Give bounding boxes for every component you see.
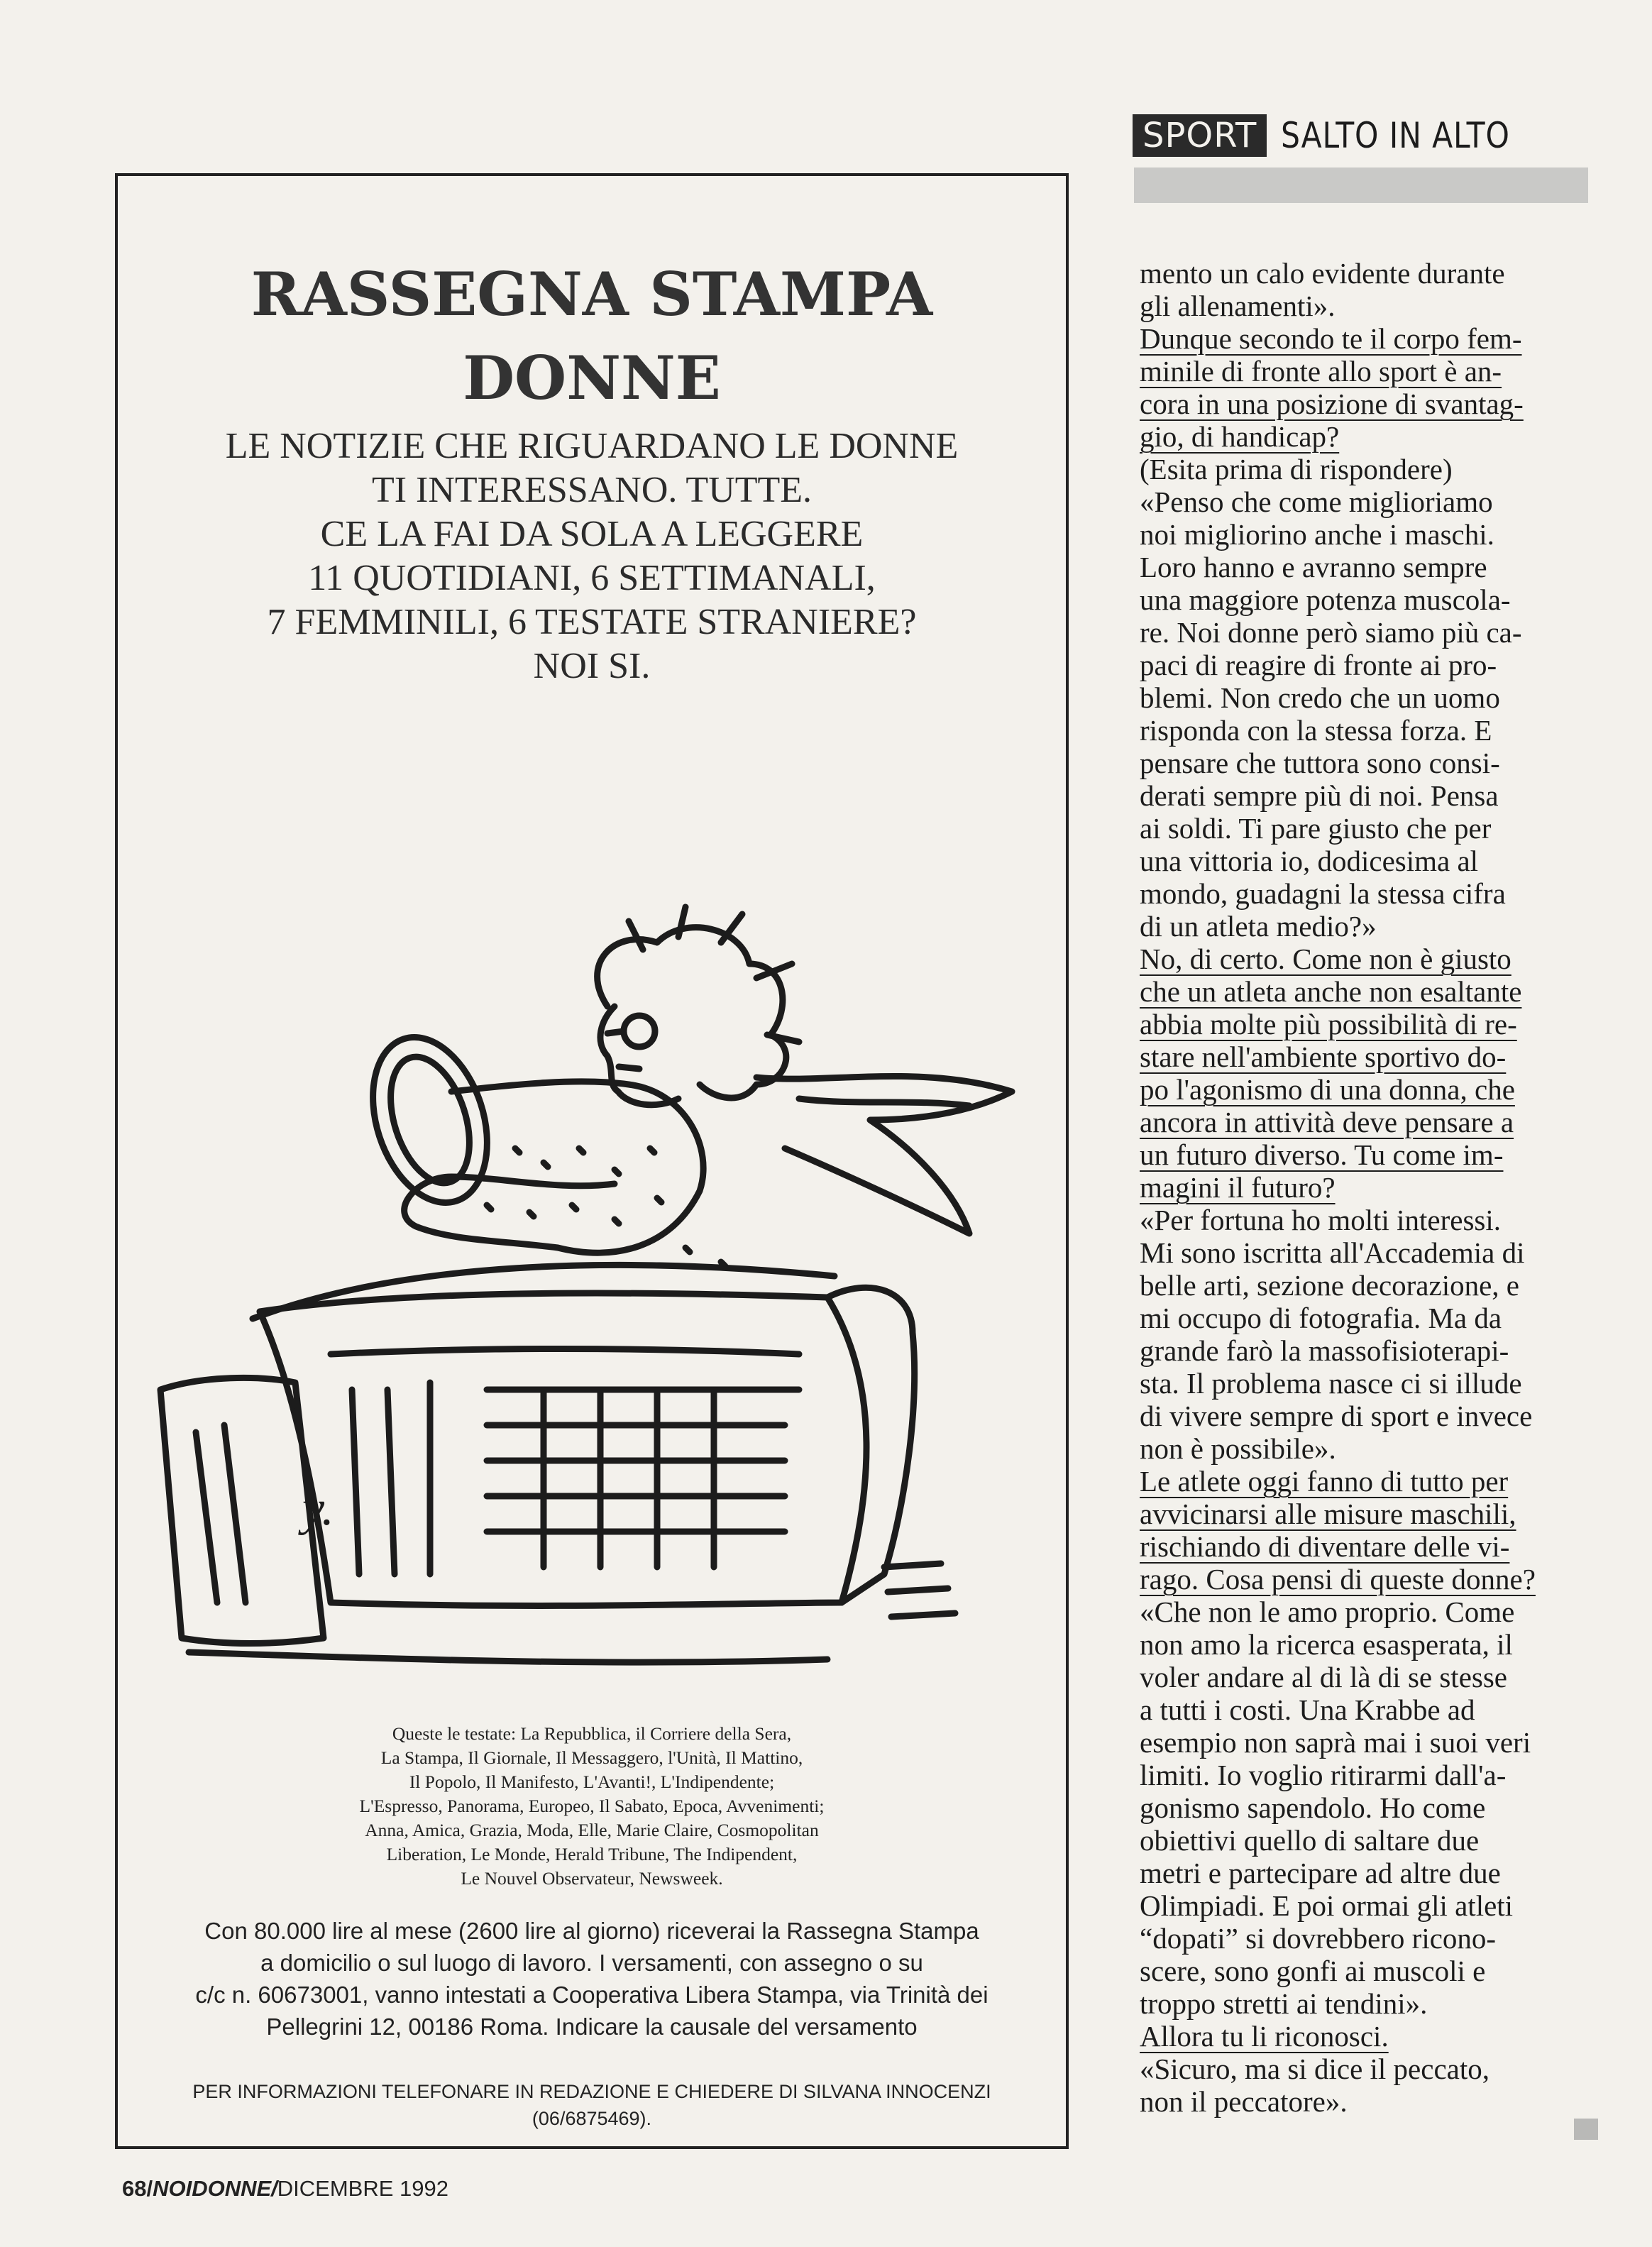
article-line: magini il futuro? [1140,1171,1336,1204]
article-line: «Per fortuna ho molti interessi. [1140,1204,1501,1236]
article-line: Loro hanno e avranno sempre [1140,551,1487,583]
article-line: po l'agonismo di una donna, che [1140,1073,1515,1106]
article-line: non è possibile». [1140,1432,1336,1465]
article-line: rischiando di diventare delle vi- [1140,1530,1510,1563]
cartoon-illustration [118,751,1066,1766]
article-line: limiti. Io voglio ritirarmi dall'a- [1140,1759,1507,1791]
article-line: re. Noi donne però siamo più ca- [1140,616,1522,649]
article-line: voler andare al di là di se stesse [1140,1661,1508,1693]
article-line: risponda con la stessa forza. E [1140,714,1492,747]
magazine-name: NOIDONNE/ [153,2176,277,2201]
article-line: “dopati” si dovrebbero ricono- [1140,1922,1497,1955]
article-line: Dunque secondo te il corpo fem- [1140,322,1522,355]
publications-line: Liberation, Le Monde, Herald Tribune, The Indipendent, [386,1844,798,1864]
article-line: scere, sono gonfi ai muscoli e [1140,1955,1486,1987]
article-line: Allora tu li riconosci. [1140,2020,1389,2053]
ad-headline-line: RASSEGNA STAMPA [250,259,933,329]
article-line: Le atlete oggi fanno di tutto per [1140,1465,1509,1498]
article-line: (Esita prima di rispondere) [1140,453,1453,485]
ad-subhead-line: 7 FEMMINILI, 6 TESTATE STRANIERE? [267,602,917,642]
article-line: di un atleta medio?» [1140,910,1377,943]
article-line: metri e partecipare ad altre due [1140,1857,1501,1889]
article-line: non amo la ricerca esasperata, il [1140,1628,1513,1661]
article-line: una vittoria io, dodicesima al [1140,845,1479,877]
article-line: non il peccatore». [1140,2085,1348,2118]
publications-line: Le Nouvel Observateur, Newsweek. [461,1868,723,1889]
publications-line: Il Popolo, Il Manifesto, L'Avanti!, L'Indipendente; [409,1771,775,1792]
article-line: minile di fronte allo sport è an- [1140,355,1502,388]
article-line: gio, di handicap? [1140,420,1340,453]
article-line: ai soldi. Ti pare giusto che per [1140,812,1492,845]
article-line: gonismo sapendolo. Ho come [1140,1791,1486,1824]
article-line: avvicinarsi alle misure maschili, [1140,1498,1516,1530]
page-number: 68/ [122,2176,153,2201]
article-line: stare nell'ambiente sportivo do- [1140,1040,1507,1073]
header-bar [1134,167,1588,203]
issue-date: DICEMBRE 1992 [277,2176,449,2201]
article-column [1140,257,1594,2118]
article-line: gli allenamenti». [1140,290,1336,322]
publications-line: L'Espresso, Panorama, Europeo, Il Sabato, Epoca, Avvenimenti; [359,1796,825,1816]
illustration-signature: y. [302,1481,334,1536]
article-line: grande farò la massofisioterapi- [1140,1334,1509,1367]
ad-subhead-line: 11 QUOTIDIANI, 6 SETTIMANALI, [308,558,876,598]
article-line: obiettivi quello di saltare due [1140,1824,1480,1857]
article-line: Mi sono iscritta all'Accademia di [1140,1236,1525,1269]
glasses-icon [624,1016,655,1047]
article-line: un futuro diverso. Tu come im- [1140,1138,1504,1171]
article-line: esempio non saprà mai i suoi veri [1140,1726,1531,1759]
woman-hair [598,928,786,1098]
subscription-info [118,1915,1066,2043]
article-line: mento un calo evidente durante [1140,257,1505,290]
article-line: rago. Cosa pensi di queste donne? [1140,1563,1536,1595]
article-line: Olimpiadi. E poi ormai gli atleti [1140,1889,1514,1922]
section-tag: SPORT [1133,114,1267,157]
section-title: SALTO IN ALTO [1281,115,1511,156]
ad-subhead-line: NOI SI. [533,646,651,686]
publications-list [118,1722,1066,1891]
article-line: pensare che tuttora sono consi- [1140,747,1500,779]
article-line: troppo stretti ai tendini». [1140,1987,1428,2020]
section-header [1133,114,1551,158]
woman-face [600,1006,678,1105]
article-line: derati sempre più di noi. Pensa [1140,779,1499,812]
article-line: paci di reagire di fronte ai pro- [1140,649,1497,681]
newspaper-stack [160,1378,324,1643]
article-line: noi migliorino anche i maschi. [1140,518,1494,551]
ad-subhead-line: TI INTERESSANO. TUTTE. [371,470,813,510]
subscription-line: Con 80.000 lire al mese (2600 lire al giorno) riceverai la Rassegna Stampa [204,1918,979,1944]
article-line: cora in una posizione di svantag- [1140,388,1524,420]
publications-line: La Stampa, Il Giornale, Il Messaggero, l'Unità, Il Mattino, [380,1747,803,1768]
publications-line: Anna, Amica, Grazia, Moda, Elle, Marie Claire, Cosmopolitan [365,1820,819,1840]
article-line: mondo, guadagni la stessa cifra [1140,877,1506,910]
subscription-line: a domicilio o sul luogo di lavoro. I versamenti, con assegno o su [260,1950,923,1976]
steering-wheel-icon [353,1023,507,1218]
article-line: sta. Il problema nasce ci si illude [1140,1367,1522,1400]
subscription-line: c/c n. 60673001, vanno intestati a Cooperativa Libera Stampa, via Trinità dei [195,1982,989,2008]
contact-line: (06/6875469). [532,2108,652,2129]
article-line: belle arti, sezione decorazione, e [1140,1269,1519,1302]
ad-headline-line: DONNE [463,343,721,413]
article-line: a tutti i costi. Una Krabbe ad [1140,1693,1475,1726]
end-of-article-square [1574,2119,1598,2140]
ad-headline [118,253,1066,420]
page-footer [122,2176,448,2202]
advertisement-box [115,173,1069,2149]
article-line: una maggiore potenza muscola- [1140,583,1511,616]
article-line: abbia molte più possibilità di re- [1140,1008,1517,1040]
article-line: «Penso che come miglioriamo [1140,485,1493,518]
ad-subhead [118,424,1066,688]
article-line: «Che non le amo proprio. Come [1140,1595,1515,1628]
article-line: di vivere sempre di sport e invece [1140,1400,1533,1432]
article-line: mi occupo di fotografia. Ma da [1140,1302,1502,1334]
article-line: che un atleta anche non esaltante [1140,975,1522,1008]
ad-subhead-line: CE LA FAI DA SOLA A LEGGERE [320,514,864,554]
publications-line: Queste le testate: La Repubblica, il Corriere della Sera, [392,1723,792,1744]
article-line: «Sicuro, ma si dice il peccato, [1140,2053,1489,2085]
contact-info [118,2078,1066,2132]
article-line: ancora in attività deve pensare a [1140,1106,1514,1138]
article-line: No, di certo. Come non è giusto [1140,943,1511,975]
contact-line: PER INFORMAZIONI TELEFONARE IN REDAZIONE E CHIEDERE DI SILVANA INNOCENZI [192,2081,991,2102]
newspaper-car [260,1293,866,1605]
ad-subhead-line: LE NOTIZIE CHE RIGUARDANO LE DONNE [225,426,959,466]
subscription-line: Pellegrini 12, 00186 Roma. Indicare la causale del versamento [266,2013,918,2040]
article-line: blemi. Non credo che un uomo [1140,681,1500,714]
